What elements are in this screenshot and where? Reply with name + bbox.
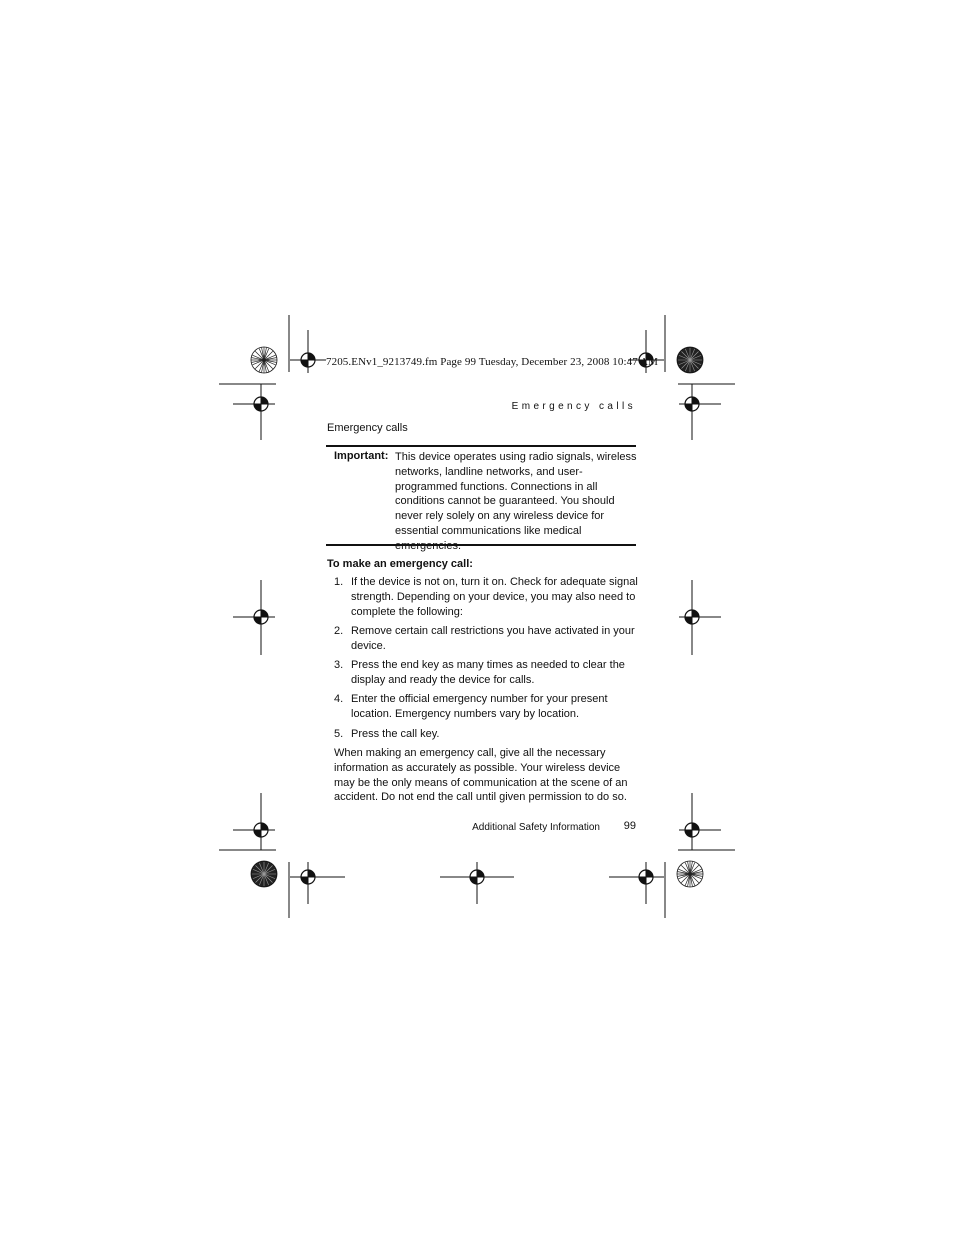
step-text: Enter the official emergency number for your present location. Emergency numbers vary by location. — [351, 693, 608, 720]
step-text: If the device is not on, turn it on. Check for adequate signal strength. Depending on your device, you may also need to complete the following: — [351, 576, 638, 618]
step-number: 1. — [334, 576, 344, 588]
note-label: Important: — [334, 450, 389, 462]
note-top-rule — [326, 445, 636, 447]
step-text: Press the call key. — [351, 728, 440, 740]
step-number: 3. — [334, 659, 344, 671]
step-number: 4. — [334, 693, 344, 705]
running-head: Emergency calls — [511, 401, 636, 412]
note-text: This device operates using radio signals, wireless networks, landline networks, and user-programmed functions. Connections in all conditions cannot be guaranteed. You should never rely solely on any wireless device for essential communications like medical — [395, 451, 637, 537]
file-slug: 7205.ENv1_9213749.fm Page 99 Tuesday, December 23, 2008 10:47 AM — [326, 356, 658, 368]
step-number: 5. — [334, 728, 344, 740]
page-number: 99 — [623, 820, 636, 832]
step-text: Press the end key as many times as needed to clear the display and ready the device for calls. — [351, 659, 625, 686]
step-text: Remove certain call restrictions you have activated in your device. — [351, 625, 635, 652]
section-title: Emergency calls — [327, 422, 408, 434]
footer-section-label: Additional Safety Information — [472, 822, 600, 833]
steps-heading: To make an emergency call: — [327, 558, 473, 570]
step-number: 2. — [334, 625, 344, 637]
note-bottom-rule — [326, 544, 636, 546]
closing-paragraph: When making an emergency call, give all the necessary information as accurately as possible. Your wireless device may be the only means of communication at the scene of an accident. Do not end the call until given permission to do so. — [334, 747, 628, 804]
